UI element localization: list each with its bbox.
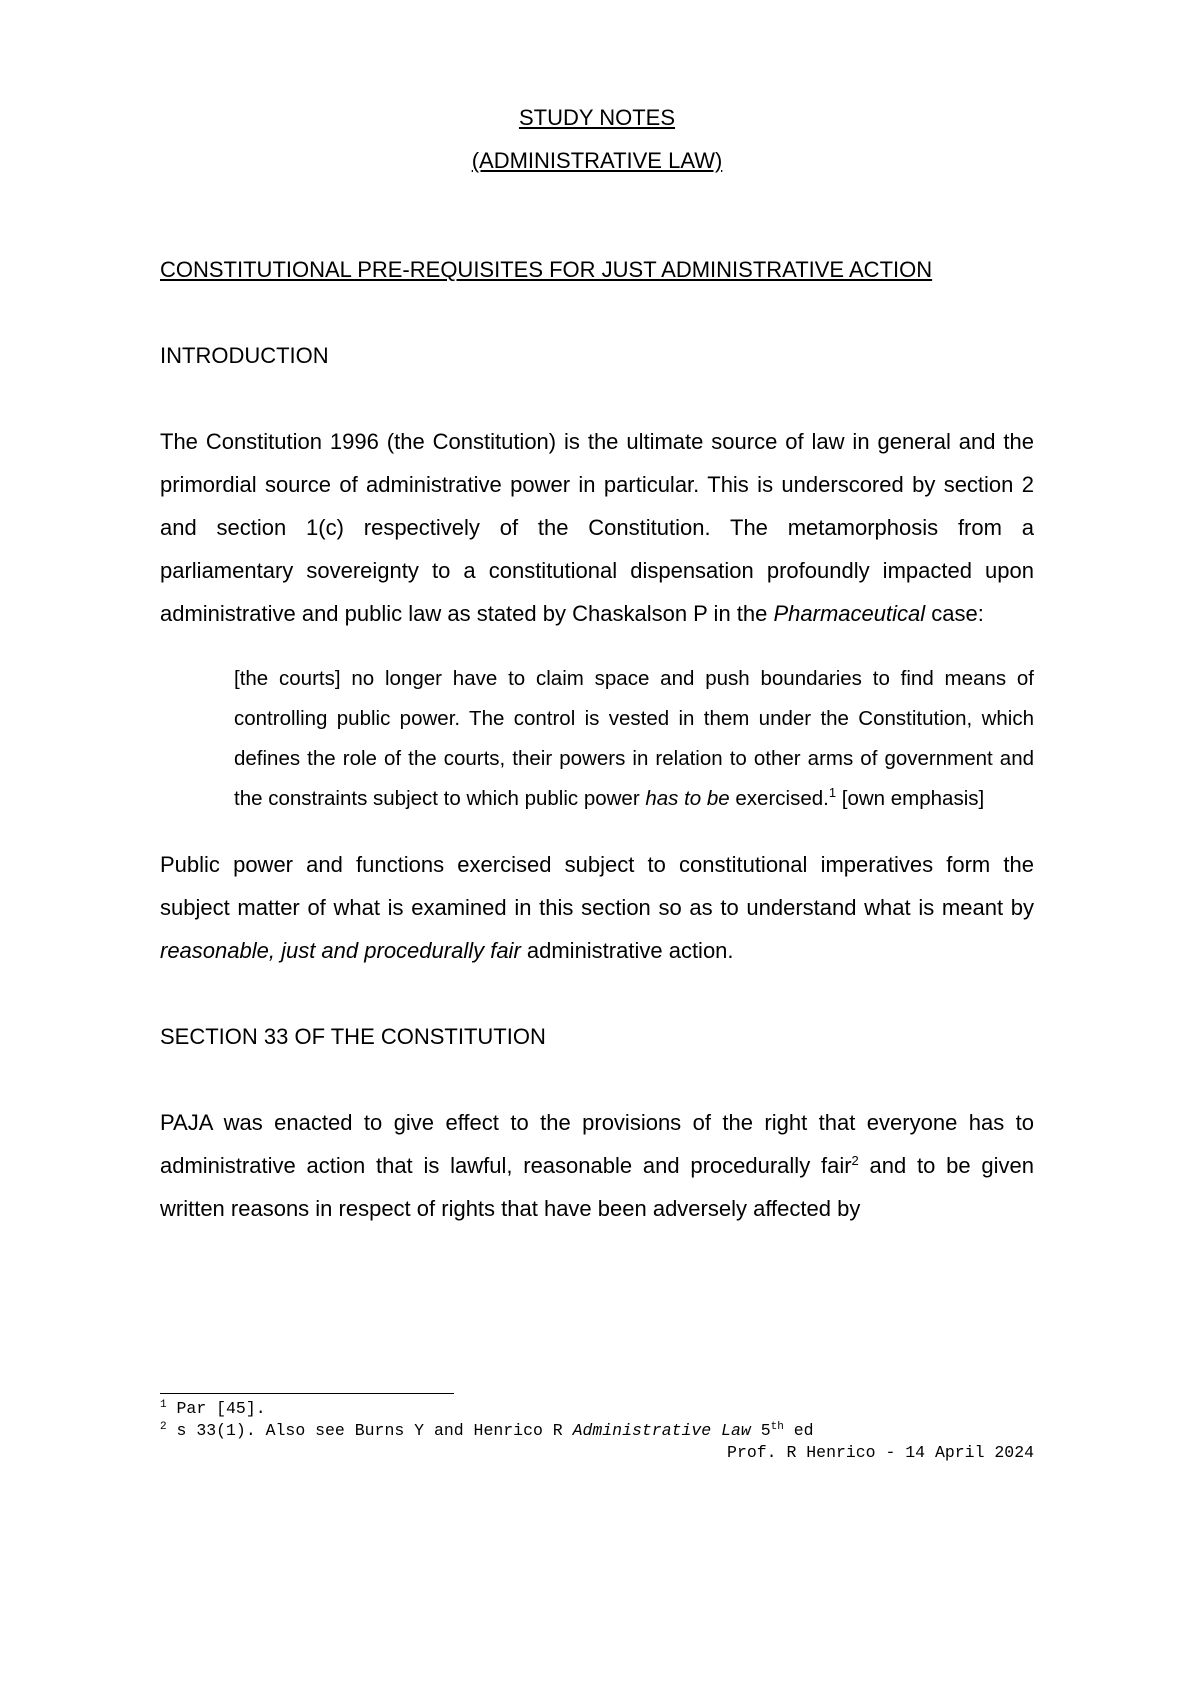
doc-subtitle: (ADMINISTRATIVE LAW)	[471, 148, 723, 173]
page-footer: Prof. R Henrico - 14 April 2024	[727, 1443, 1034, 1462]
section33-paragraph: PAJA was enacted to give effect to the provisions of the right that everyone has to administrative action that is lawful, reasonable and procedurally fair$^2$ and to be given written reasons in respect of rights that have been adversely affected by	[160, 1110, 1034, 1221]
introduction-heading: INTRODUCTION	[160, 343, 329, 368]
document-body	[160, 96, 1034, 1230]
quote-emphasis: has to be	[645, 787, 730, 810]
emphasis-text: reasonable, just and procedurally fair	[160, 938, 521, 963]
footnote-divider	[160, 1393, 454, 1394]
public-power-paragraph: Public power and functions exercised subject to constitutional imperatives form the subject matter of what is examined in this section so as to understand what is meant by reasonable, just and procedurally fair administrative action.	[160, 852, 1034, 963]
section33-heading: SECTION 33 OF THE CONSTITUTION	[160, 1024, 546, 1049]
doc-title: STUDY NOTES	[518, 105, 676, 130]
footnote-ref-2[interactable]: 2	[851, 1153, 859, 1168]
footnote-1: $^1$ Par [45].	[160, 1399, 266, 1418]
footnotes	[160, 1398, 1034, 1464]
case-name: Pharmaceutical	[773, 601, 926, 626]
section-heading: CONSTITUTIONAL PRE-REQUISITES FOR JUST ADMINISTRATIVE ACTION	[160, 257, 933, 282]
footnote-2: $^2$ s 33(1). Also see Burns Y and Henrico R Administrative Law 5th ed	[160, 1421, 814, 1440]
block-quote: [the courts] no longer have to claim space and push boundaries to find means of controlling public power. The control is vested in them under the Constitution, which defines the role of the courts, their powers in relation to other arms of government and the constraints subject to which public power has to be exercised.$^1$ [own emphasis]	[234, 667, 1034, 810]
footnote-ref-1[interactable]: 1	[828, 785, 837, 800]
introduction-paragraph: The Constitution 1996 (the Constitution) is the ultimate source of law in general and the primordial source of administrative power in particular. This is underscored by section 2 and section 1(c) respectively of the Constitution. The metamorphosis from a parliamentary sovereignty to a constitutional dispensation profoundly impacted upon administrative and public law as stated by Chaskalson P in the Pharmaceutical case:	[160, 429, 1034, 626]
